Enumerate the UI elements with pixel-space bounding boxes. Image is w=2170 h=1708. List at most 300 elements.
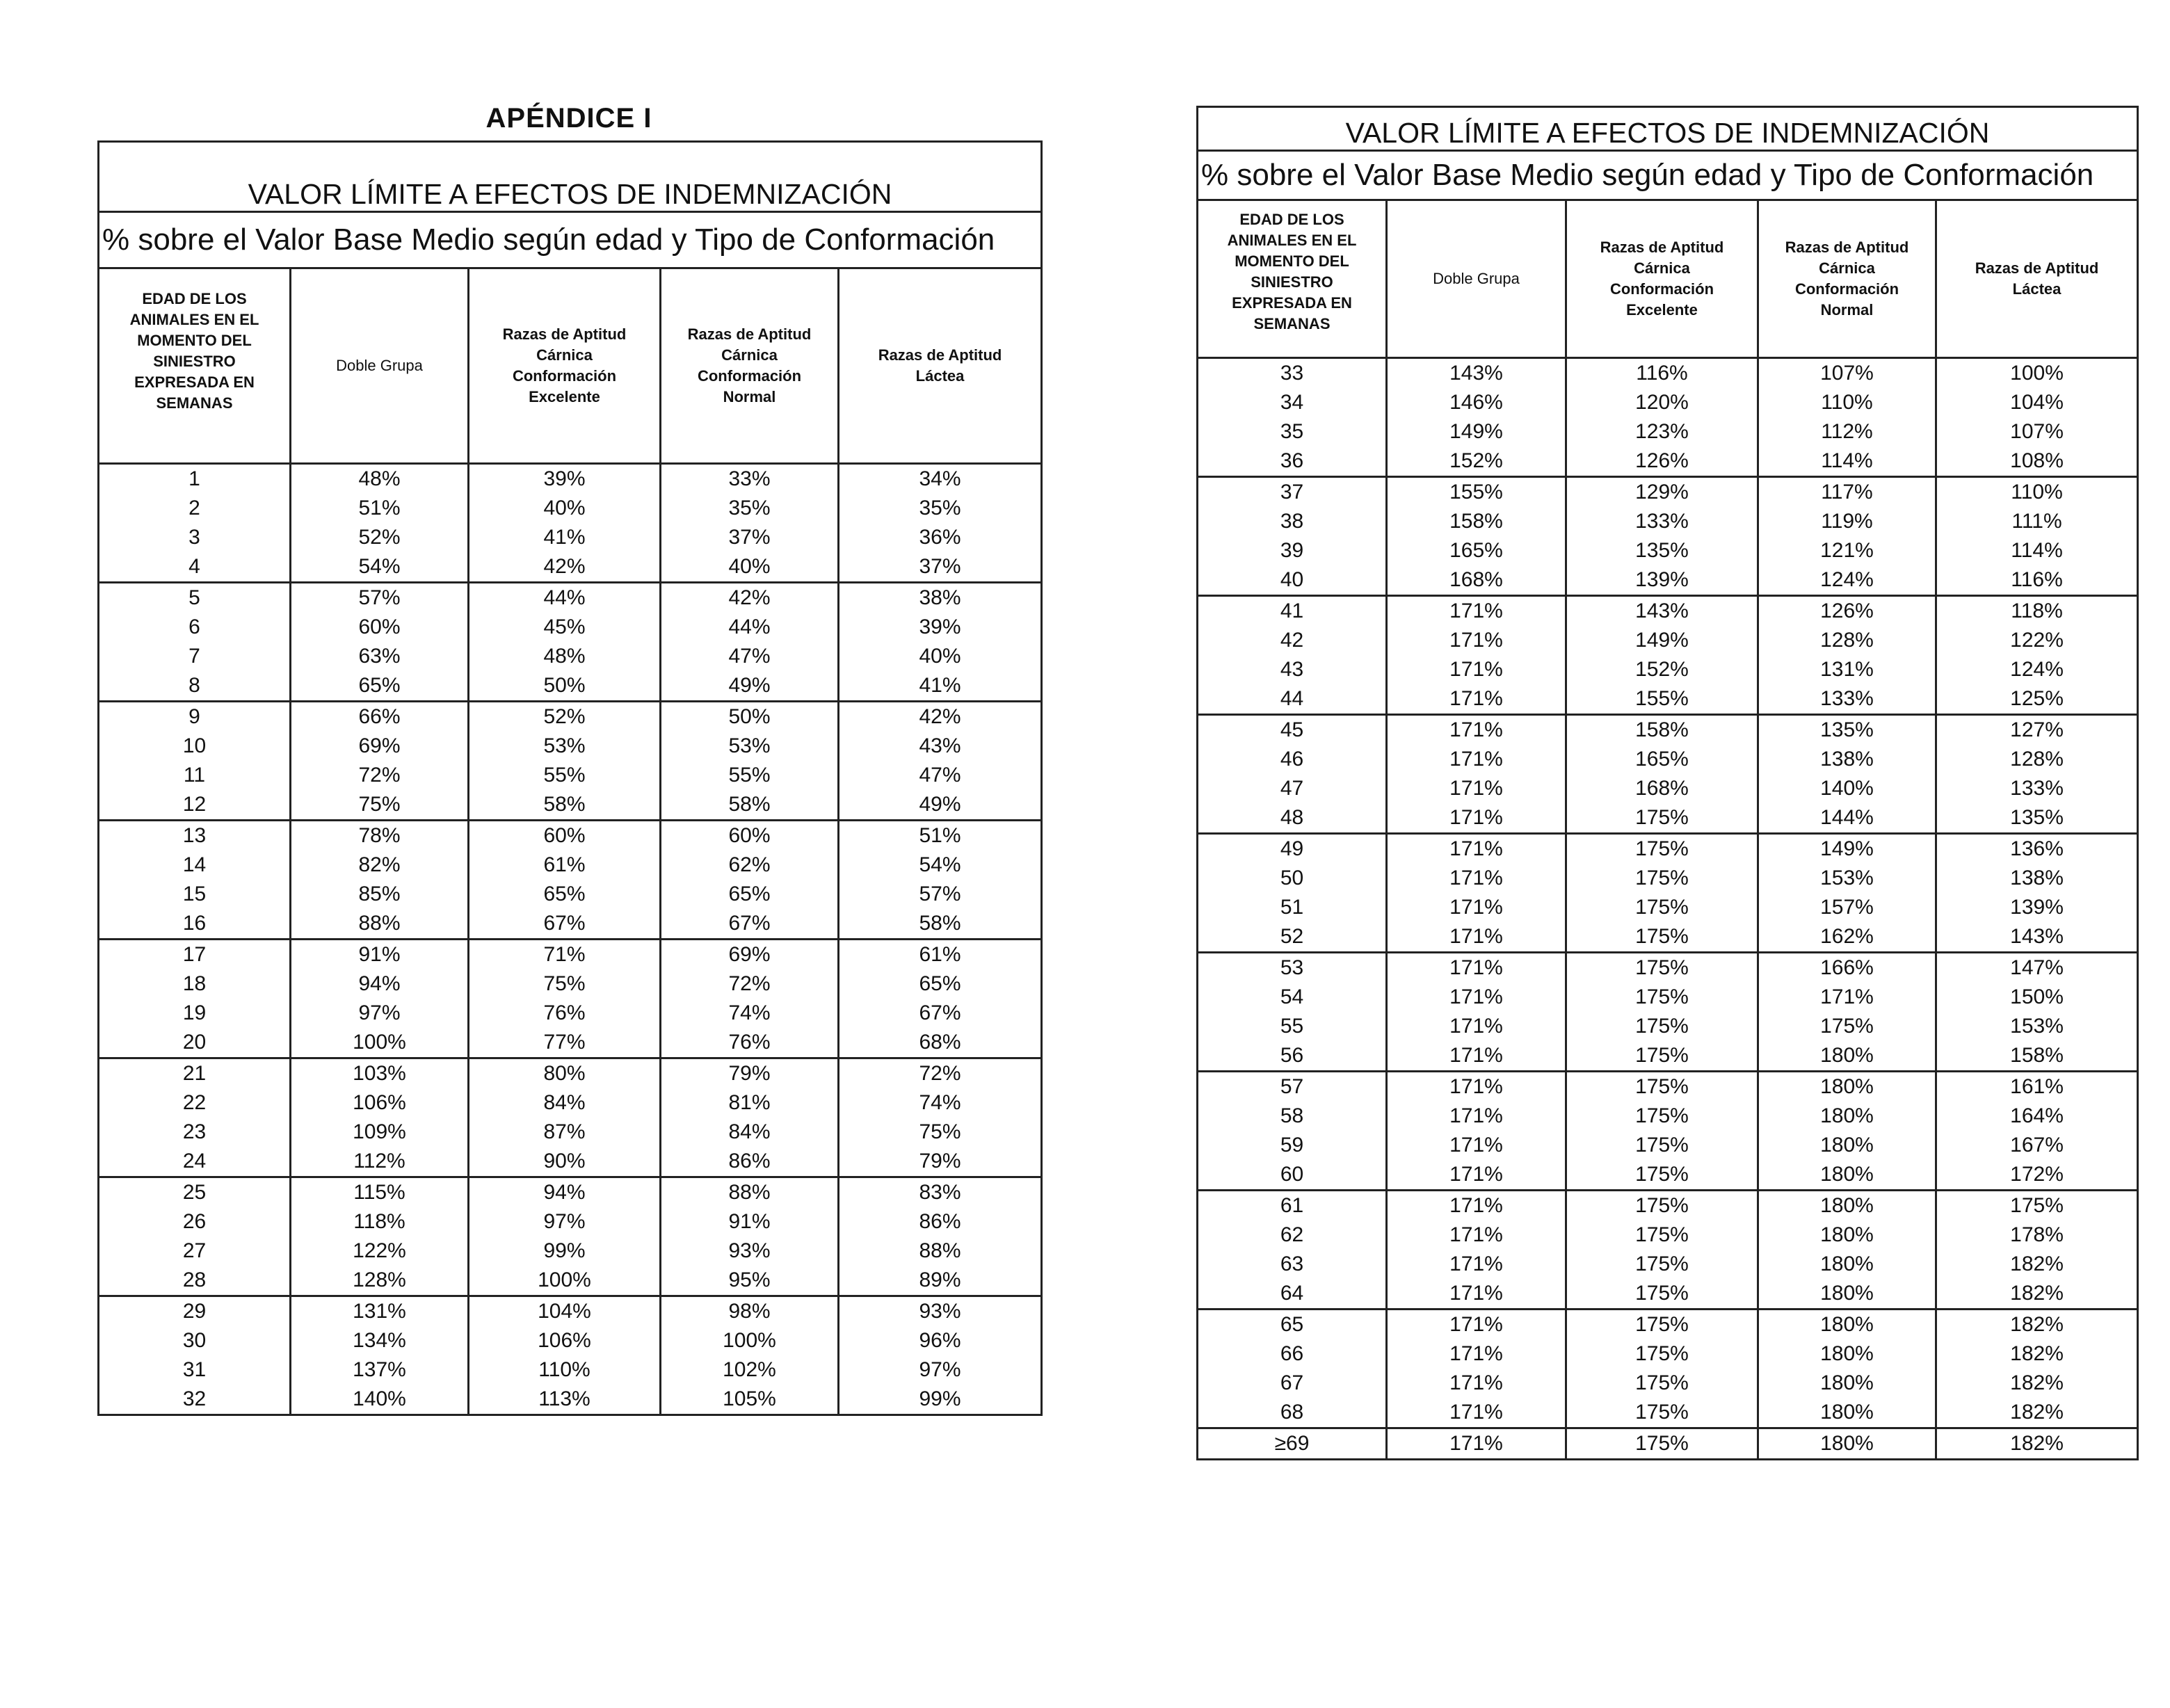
cell-age: 38 [1198, 507, 1387, 536]
table-subtitle: % sobre el Valor Base Medio según edad y Tipo de Conformación [1198, 151, 2138, 200]
cell-lactea: 40% [839, 642, 1042, 671]
cell-lactea: 175% [1936, 1191, 2138, 1221]
cell-age: 3 [99, 523, 291, 552]
cell-doble-grupa: 171% [1387, 1339, 1566, 1369]
cell-doble-grupa: 51% [291, 494, 469, 523]
cell-carnica-normal: 84% [661, 1118, 839, 1147]
cell-carnica-normal: 65% [661, 880, 839, 909]
cell-doble-grupa: 57% [291, 583, 469, 613]
table-row [99, 1296, 1042, 1327]
header-carnica-excelente: Razas de Aptitud Cárnica Conformación Excelente [469, 268, 661, 464]
cell-carnica-normal: 114% [1758, 446, 1936, 477]
cell-lactea: 35% [839, 494, 1042, 523]
table-row [99, 732, 1042, 761]
cell-age: ≥69 [1198, 1428, 1387, 1460]
appendix-title: APÉNDICE I [485, 103, 652, 134]
cell-doble-grupa: 171% [1387, 745, 1566, 774]
cell-doble-grupa: 60% [291, 613, 469, 642]
cell-lactea: 158% [1936, 1041, 2138, 1072]
table-row [99, 1118, 1042, 1147]
cell-carnica-normal: 91% [661, 1207, 839, 1236]
cell-carnica-normal: 180% [1758, 1102, 1936, 1131]
cell-carnica-normal: 50% [661, 702, 839, 732]
cell-doble-grupa: 171% [1387, 1041, 1566, 1072]
cell-age: 14 [99, 851, 291, 880]
cell-age: 45 [1198, 715, 1387, 746]
table-weeks-1-32 [97, 140, 1043, 1416]
table-row [99, 1177, 1042, 1208]
cell-carnica-excelente: 143% [1566, 596, 1758, 627]
cell-age: 7 [99, 642, 291, 671]
cell-doble-grupa: 158% [1387, 507, 1566, 536]
cell-carnica-normal: 69% [661, 940, 839, 970]
cell-carnica-excelente: 175% [1566, 1398, 1758, 1428]
cell-age: 10 [99, 732, 291, 761]
cell-age: 43 [1198, 655, 1387, 684]
cell-age: 18 [99, 969, 291, 999]
table-row [99, 642, 1042, 671]
cell-carnica-excelente: 39% [469, 464, 661, 494]
header-age: EDAD DE LOS ANIMALES EN EL MOMENTO DEL SINIESTRO EXPRESADA EN SEMANAS [1198, 200, 1387, 358]
cell-doble-grupa: 171% [1387, 655, 1566, 684]
cell-carnica-excelente: 42% [469, 552, 661, 583]
cell-carnica-normal: 180% [1758, 1428, 1936, 1460]
cell-carnica-normal: 180% [1758, 1339, 1936, 1369]
table-row [1198, 1369, 2138, 1398]
cell-carnica-excelente: 175% [1566, 893, 1758, 922]
cell-lactea: 47% [839, 761, 1042, 790]
table-row [1198, 774, 2138, 803]
cell-lactea: 68% [839, 1028, 1042, 1058]
cell-carnica-excelente: 90% [469, 1147, 661, 1177]
cell-lactea: 122% [1936, 626, 2138, 655]
cell-carnica-excelente: 126% [1566, 446, 1758, 477]
cell-carnica-normal: 40% [661, 552, 839, 583]
cell-doble-grupa: 128% [291, 1266, 469, 1296]
cell-age: 50 [1198, 864, 1387, 893]
cell-carnica-normal: 33% [661, 464, 839, 494]
cell-carnica-excelente: 175% [1566, 864, 1758, 893]
cell-carnica-normal: 166% [1758, 953, 1936, 983]
cell-lactea: 125% [1936, 684, 2138, 715]
table-row [1198, 626, 2138, 655]
cell-age: 56 [1198, 1041, 1387, 1072]
cell-carnica-normal: 138% [1758, 745, 1936, 774]
table-row [99, 1088, 1042, 1118]
cell-lactea: 136% [1936, 834, 2138, 864]
cell-carnica-normal: 98% [661, 1296, 839, 1327]
table-row [99, 1147, 1042, 1177]
cell-age: 59 [1198, 1131, 1387, 1160]
cell-lactea: 51% [839, 821, 1042, 851]
cell-age: 22 [99, 1088, 291, 1118]
cell-carnica-normal: 58% [661, 790, 839, 821]
cell-lactea: 107% [1936, 417, 2138, 446]
cell-age: 1 [99, 464, 291, 494]
cell-lactea: 124% [1936, 655, 2138, 684]
cell-lactea: 104% [1936, 388, 2138, 417]
cell-age: 29 [99, 1296, 291, 1327]
cell-carnica-normal: 131% [1758, 655, 1936, 684]
cell-doble-grupa: 171% [1387, 834, 1566, 864]
table-row [1198, 1131, 2138, 1160]
cell-lactea: 178% [1936, 1220, 2138, 1250]
cell-doble-grupa: 118% [291, 1207, 469, 1236]
cell-doble-grupa: 78% [291, 821, 469, 851]
cell-carnica-excelente: 44% [469, 583, 661, 613]
cell-carnica-normal: 47% [661, 642, 839, 671]
cell-doble-grupa: 134% [291, 1326, 469, 1355]
cell-carnica-excelente: 175% [1566, 803, 1758, 834]
cell-doble-grupa: 171% [1387, 1369, 1566, 1398]
cell-age: 42 [1198, 626, 1387, 655]
cell-age: 24 [99, 1147, 291, 1177]
cell-lactea: 139% [1936, 893, 2138, 922]
cell-doble-grupa: 171% [1387, 1102, 1566, 1131]
cell-age: 4 [99, 552, 291, 583]
cell-carnica-excelente: 87% [469, 1118, 661, 1147]
cell-carnica-excelente: 175% [1566, 983, 1758, 1012]
cell-age: 49 [1198, 834, 1387, 864]
cell-carnica-excelente: 175% [1566, 1339, 1758, 1369]
cell-age: 54 [1198, 983, 1387, 1012]
cell-carnica-normal: 107% [1758, 358, 1936, 389]
table-row [99, 702, 1042, 732]
cell-lactea: 57% [839, 880, 1042, 909]
cell-age: 41 [1198, 596, 1387, 627]
cell-carnica-excelente: 175% [1566, 922, 1758, 953]
table-row [1198, 684, 2138, 715]
table-row [1198, 1160, 2138, 1191]
cell-carnica-normal: 144% [1758, 803, 1936, 834]
cell-carnica-excelente: 175% [1566, 1279, 1758, 1310]
cell-carnica-normal: 180% [1758, 1279, 1936, 1310]
cell-carnica-excelente: 175% [1566, 1191, 1758, 1221]
cell-carnica-excelente: 120% [1566, 388, 1758, 417]
cell-doble-grupa: 106% [291, 1088, 469, 1118]
cell-age: 11 [99, 761, 291, 790]
table-row [1198, 358, 2138, 389]
table-row [1198, 1012, 2138, 1041]
table-row [99, 999, 1042, 1028]
cell-age: 55 [1198, 1012, 1387, 1041]
cell-doble-grupa: 171% [1387, 983, 1566, 1012]
table-row [1198, 922, 2138, 953]
cell-carnica-excelente: 61% [469, 851, 661, 880]
cell-carnica-excelente: 152% [1566, 655, 1758, 684]
cell-doble-grupa: 97% [291, 999, 469, 1028]
cell-carnica-excelente: 76% [469, 999, 661, 1028]
cell-carnica-normal: 135% [1758, 715, 1936, 746]
cell-age: 40 [1198, 565, 1387, 596]
cell-lactea: 182% [1936, 1369, 2138, 1398]
cell-lactea: 36% [839, 523, 1042, 552]
cell-age: 57 [1198, 1072, 1387, 1102]
cell-carnica-normal: 35% [661, 494, 839, 523]
table-row [1198, 1220, 2138, 1250]
cell-lactea: 182% [1936, 1428, 2138, 1460]
cell-carnica-normal: 128% [1758, 626, 1936, 655]
cell-lactea: 135% [1936, 803, 2138, 834]
cell-carnica-normal: 79% [661, 1058, 839, 1089]
cell-lactea: 39% [839, 613, 1042, 642]
cell-carnica-normal: 76% [661, 1028, 839, 1058]
cell-doble-grupa: 171% [1387, 864, 1566, 893]
cell-age: 27 [99, 1236, 291, 1266]
cell-carnica-normal: 110% [1758, 388, 1936, 417]
cell-doble-grupa: 137% [291, 1355, 469, 1385]
cell-age: 28 [99, 1266, 291, 1296]
cell-age: 34 [1198, 388, 1387, 417]
header-lactea: Razas de Aptitud Láctea [1936, 200, 2138, 358]
cell-carnica-excelente: 123% [1566, 417, 1758, 446]
cell-lactea: 65% [839, 969, 1042, 999]
cell-carnica-normal: 88% [661, 1177, 839, 1208]
cell-lactea: 127% [1936, 715, 2138, 746]
table-row [1198, 596, 2138, 627]
table-row [99, 552, 1042, 583]
cell-carnica-excelente: 135% [1566, 536, 1758, 565]
table-row [1198, 864, 2138, 893]
cell-age: 61 [1198, 1191, 1387, 1221]
header-carnica-excelente: Razas de Aptitud Cárnica Conformación Excelente [1566, 200, 1758, 358]
cell-carnica-normal: 180% [1758, 1220, 1936, 1250]
cell-carnica-excelente: 175% [1566, 1250, 1758, 1279]
cell-doble-grupa: 171% [1387, 1072, 1566, 1102]
cell-age: 19 [99, 999, 291, 1028]
cell-carnica-normal: 119% [1758, 507, 1936, 536]
table-row [1198, 745, 2138, 774]
table-row [1198, 1339, 2138, 1369]
cell-carnica-normal: 157% [1758, 893, 1936, 922]
table-row [99, 613, 1042, 642]
cell-carnica-excelente: 53% [469, 732, 661, 761]
cell-lactea: 79% [839, 1147, 1042, 1177]
table-row [1198, 388, 2138, 417]
table-row [1198, 803, 2138, 834]
cell-doble-grupa: 171% [1387, 684, 1566, 715]
table-row [99, 1266, 1042, 1296]
cell-carnica-normal: 67% [661, 909, 839, 940]
cell-doble-grupa: 152% [1387, 446, 1566, 477]
cell-age: 23 [99, 1118, 291, 1147]
table-row [1198, 1428, 2138, 1460]
cell-doble-grupa: 88% [291, 909, 469, 940]
table-subtitle: % sobre el Valor Base Medio según edad y Tipo de Conformación [99, 212, 1042, 268]
cell-lactea: 182% [1936, 1279, 2138, 1310]
cell-doble-grupa: 91% [291, 940, 469, 970]
cell-carnica-excelente: 75% [469, 969, 661, 999]
cell-carnica-excelente: 77% [469, 1028, 661, 1058]
cell-doble-grupa: 171% [1387, 1191, 1566, 1221]
cell-carnica-excelente: 175% [1566, 834, 1758, 864]
header-doble-grupa: Doble Grupa [1387, 200, 1566, 358]
cell-carnica-normal: 180% [1758, 1250, 1936, 1279]
cell-doble-grupa: 103% [291, 1058, 469, 1089]
cell-age: 26 [99, 1207, 291, 1236]
cell-age: 65 [1198, 1310, 1387, 1340]
table-row [1198, 1072, 2138, 1102]
cell-lactea: 93% [839, 1296, 1042, 1327]
cell-carnica-excelente: 139% [1566, 565, 1758, 596]
cell-lactea: 138% [1936, 864, 2138, 893]
cell-carnica-excelente: 67% [469, 909, 661, 940]
table-row [1198, 1102, 2138, 1131]
cell-doble-grupa: 171% [1387, 803, 1566, 834]
cell-age: 53 [1198, 953, 1387, 983]
cell-doble-grupa: 54% [291, 552, 469, 583]
cell-lactea: 74% [839, 1088, 1042, 1118]
cell-doble-grupa: 94% [291, 969, 469, 999]
cell-age: 17 [99, 940, 291, 970]
cell-lactea: 61% [839, 940, 1042, 970]
table-row [1198, 655, 2138, 684]
cell-age: 21 [99, 1058, 291, 1089]
cell-age: 6 [99, 613, 291, 642]
table-row [99, 1236, 1042, 1266]
table-row [99, 909, 1042, 940]
cell-carnica-normal: 49% [661, 671, 839, 702]
cell-age: 36 [1198, 446, 1387, 477]
table-row [1198, 1191, 2138, 1221]
cell-carnica-normal: 180% [1758, 1398, 1936, 1428]
cell-carnica-excelente: 175% [1566, 1310, 1758, 1340]
cell-carnica-excelente: 149% [1566, 626, 1758, 655]
table-body-right [1198, 358, 2138, 1460]
cell-lactea: 147% [1936, 953, 2138, 983]
table-title: VALOR LÍMITE A EFECTOS DE INDEMNIZACIÓN [1198, 107, 2138, 151]
cell-age: 67 [1198, 1369, 1387, 1398]
cell-carnica-excelente: 168% [1566, 774, 1758, 803]
table-row [1198, 1041, 2138, 1072]
cell-lactea: 133% [1936, 774, 2138, 803]
cell-carnica-normal: 53% [661, 732, 839, 761]
cell-carnica-excelente: 175% [1566, 1012, 1758, 1041]
cell-carnica-excelente: 110% [469, 1355, 661, 1385]
cell-lactea: 110% [1936, 477, 2138, 508]
table-row [99, 880, 1042, 909]
table-row [1198, 1310, 2138, 1340]
cell-age: 39 [1198, 536, 1387, 565]
cell-lactea: 86% [839, 1207, 1042, 1236]
cell-age: 44 [1198, 684, 1387, 715]
cell-carnica-normal: 60% [661, 821, 839, 851]
cell-doble-grupa: 171% [1387, 1279, 1566, 1310]
cell-carnica-excelente: 99% [469, 1236, 661, 1266]
cell-carnica-excelente: 104% [469, 1296, 661, 1327]
cell-carnica-excelente: 116% [1566, 358, 1758, 389]
cell-lactea: 118% [1936, 596, 2138, 627]
cell-carnica-normal: 42% [661, 583, 839, 613]
cell-lactea: 89% [839, 1266, 1042, 1296]
cell-doble-grupa: 69% [291, 732, 469, 761]
cell-age: 62 [1198, 1220, 1387, 1250]
cell-lactea: 75% [839, 1118, 1042, 1147]
cell-lactea: 99% [839, 1385, 1042, 1415]
cell-carnica-excelente: 158% [1566, 715, 1758, 746]
cell-carnica-normal: 180% [1758, 1160, 1936, 1191]
cell-carnica-normal: 153% [1758, 864, 1936, 893]
cell-doble-grupa: 66% [291, 702, 469, 732]
table-body-left [99, 464, 1042, 1415]
cell-age: 2 [99, 494, 291, 523]
cell-age: 58 [1198, 1102, 1387, 1131]
cell-lactea: 88% [839, 1236, 1042, 1266]
cell-carnica-normal: 171% [1758, 983, 1936, 1012]
cell-age: 35 [1198, 417, 1387, 446]
table-row [1198, 1279, 2138, 1310]
cell-age: 46 [1198, 745, 1387, 774]
cell-carnica-excelente: 80% [469, 1058, 661, 1089]
cell-doble-grupa: 122% [291, 1236, 469, 1266]
table-row [1198, 477, 2138, 508]
cell-age: 48 [1198, 803, 1387, 834]
cell-carnica-normal: 180% [1758, 1310, 1936, 1340]
cell-doble-grupa: 65% [291, 671, 469, 702]
cell-carnica-excelente: 175% [1566, 953, 1758, 983]
cell-carnica-excelente: 175% [1566, 1102, 1758, 1131]
cell-carnica-normal: 121% [1758, 536, 1936, 565]
cell-carnica-excelente: 129% [1566, 477, 1758, 508]
cell-carnica-excelente: 175% [1566, 1369, 1758, 1398]
cell-age: 20 [99, 1028, 291, 1058]
cell-doble-grupa: 171% [1387, 1220, 1566, 1250]
cell-carnica-normal: 124% [1758, 565, 1936, 596]
cell-carnica-excelente: 52% [469, 702, 661, 732]
cell-doble-grupa: 171% [1387, 774, 1566, 803]
cell-age: 8 [99, 671, 291, 702]
cell-doble-grupa: 171% [1387, 1310, 1566, 1340]
cell-doble-grupa: 63% [291, 642, 469, 671]
cell-carnica-excelente: 40% [469, 494, 661, 523]
cell-lactea: 182% [1936, 1339, 2138, 1369]
cell-carnica-normal: 180% [1758, 1072, 1936, 1102]
table-row [1198, 953, 2138, 983]
table-row [99, 1385, 1042, 1415]
cell-lactea: 108% [1936, 446, 2138, 477]
cell-lactea: 182% [1936, 1398, 2138, 1428]
cell-carnica-normal: 175% [1758, 1012, 1936, 1041]
cell-doble-grupa: 171% [1387, 1398, 1566, 1428]
cell-carnica-normal: 37% [661, 523, 839, 552]
cell-carnica-excelente: 48% [469, 642, 661, 671]
cell-lactea: 37% [839, 552, 1042, 583]
cell-lactea: 182% [1936, 1310, 2138, 1340]
cell-carnica-excelente: 45% [469, 613, 661, 642]
cell-lactea: 42% [839, 702, 1042, 732]
table-row [99, 969, 1042, 999]
cell-doble-grupa: 109% [291, 1118, 469, 1147]
cell-doble-grupa: 82% [291, 851, 469, 880]
cell-lactea: 38% [839, 583, 1042, 613]
table-row [99, 940, 1042, 970]
cell-doble-grupa: 165% [1387, 536, 1566, 565]
cell-carnica-normal: 180% [1758, 1191, 1936, 1221]
header-carnica-normal: Razas de Aptitud Cárnica Conformación Normal [1758, 200, 1936, 358]
cell-carnica-normal: 149% [1758, 834, 1936, 864]
cell-doble-grupa: 171% [1387, 953, 1566, 983]
table-row [1198, 446, 2138, 477]
cell-lactea: 97% [839, 1355, 1042, 1385]
cell-carnica-normal: 162% [1758, 922, 1936, 953]
header-age: EDAD DE LOS ANIMALES EN EL MOMENTO DEL SINIESTRO EXPRESADA EN SEMANAS [99, 268, 291, 464]
cell-doble-grupa: 85% [291, 880, 469, 909]
cell-carnica-excelente: 58% [469, 790, 661, 821]
cell-carnica-normal: 102% [661, 1355, 839, 1385]
cell-carnica-normal: 55% [661, 761, 839, 790]
cell-lactea: 58% [839, 909, 1042, 940]
cell-carnica-excelente: 41% [469, 523, 661, 552]
